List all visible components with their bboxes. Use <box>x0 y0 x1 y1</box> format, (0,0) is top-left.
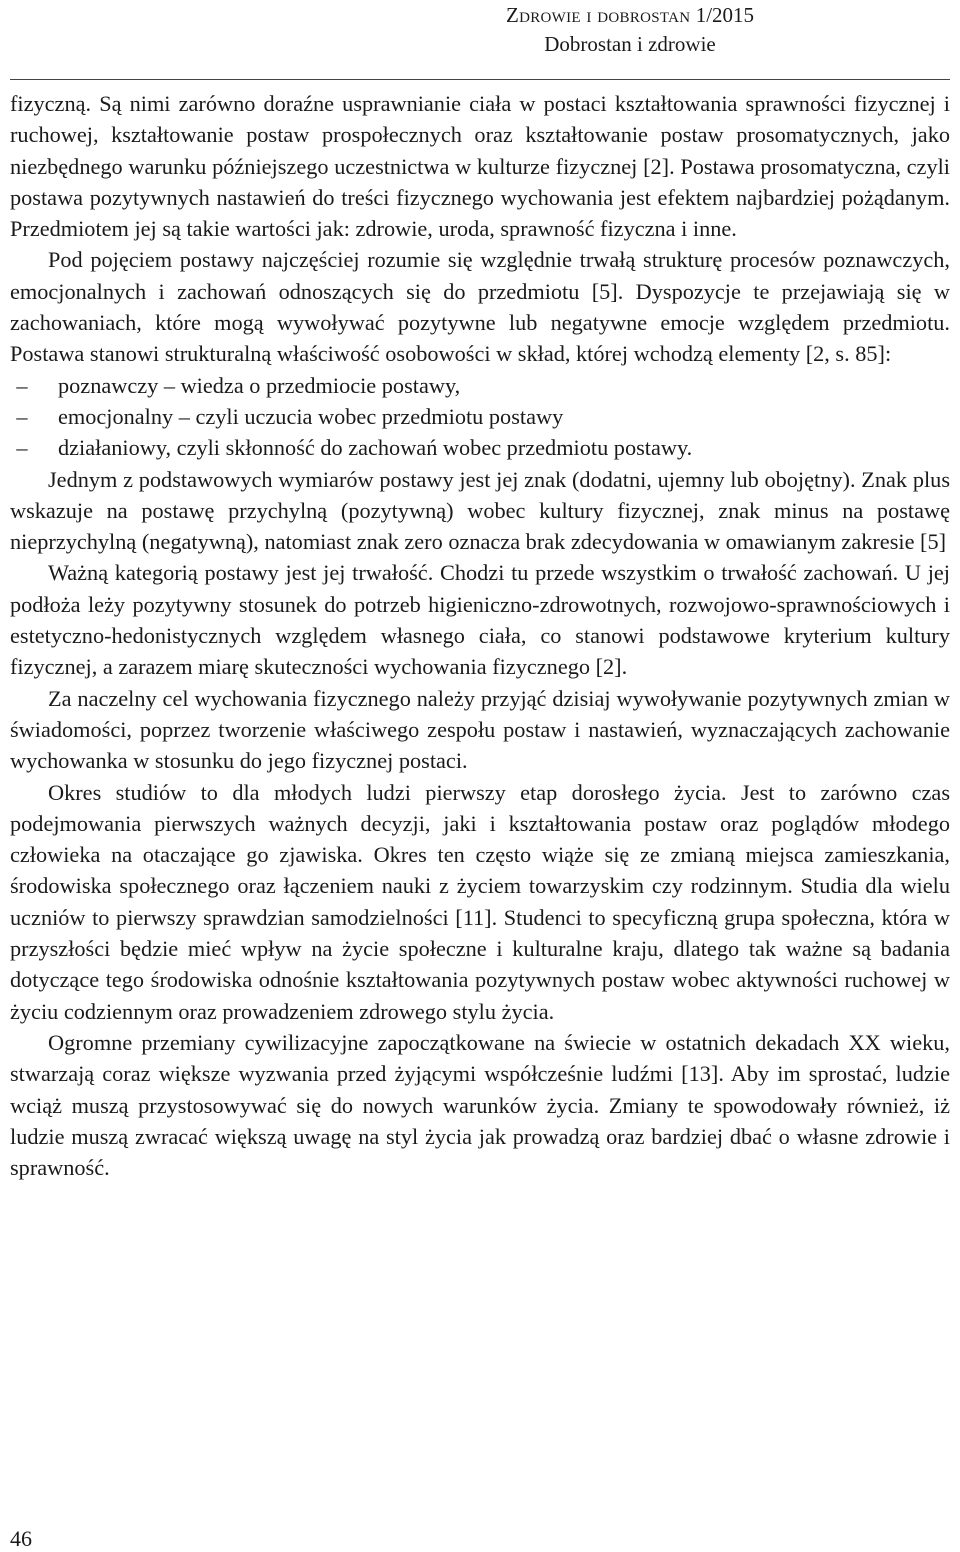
section-title: Dobrostan i zdrowie <box>544 32 716 56</box>
journal-title <box>370 2 890 28</box>
dash-bullet: – <box>16 372 28 398</box>
journal-name: Zdrowie i dobrostan <box>505 3 691 27</box>
dash-bullet: – <box>16 435 28 461</box>
list-item <box>10 432 950 463</box>
paragraph-4: Ważną kategorią postawy jest jej trwałość. Chodzi tu przede wszystkim o trwałość zachowań. U jej podłoża leży pozytywny stosunek do potrzeb higieniczno-zdrowotnych, rozwojowo-sprawnościowych i estetyczno-hedonistycznych względem własnego ciała, co stanowi podstawowe kryterium kultury fizycznej, a zarazem miarę skuteczności wychowania fizycznego [2]. <box>10 560 950 680</box>
attitude-components-list <box>10 370 950 464</box>
article-body <box>10 88 950 1183</box>
header-rule <box>10 79 950 80</box>
list-item-text: emocjonalny – czyli uczucia wobec przedmiotu postawy <box>58 403 564 429</box>
paragraph-3: Jednym z podstawowych wymiarów postawy jest jej znak (dodatni, ujemny lub obojętny). Znak plus wskazuje na postawę przychylną (pozytywną) wobec kultury fizycznej, znak minus na postawę nieprzychylną (negatywną), natomiast znak zero oznacza brak zdecydowania w omawianym zakresie [5] <box>10 466 950 555</box>
paragraph-2: Pod pojęciem postawy najczęściej rozumie się względnie trwałą strukturę procesów poznawczych, emocjonalnych i zachowań odnoszących się do przedmiotu [5]. Dyspozycje te przejawiają się w zachowaniach, które mogą wywoływać pozytywne lub negatywne emocje względem przedmiotu. Postawa stanowi strukturalną właściwość osobowości w skład, której wchodzą elementy [2, s. 85]: <box>10 247 950 367</box>
paragraph-6: Okres studiów to dla młodych ludzi pierwszy etap dorosłego życia. Jest to zarówno czas podejmowania pierwszych ważnych decyzji, jaki i kształtowania postaw oraz poglądów młodego człowieka na otaczające go zjawiska. Okres ten często wiąże się ze zmianą miejsca zamieszkania, środowiska społecznego oraz łączeniem nauki z życiem towarzyskim czy rodzinnym. Studia dla wielu uczniów to pierwszy sprawdzian samodzielności [11]. Studenci to specyficzną grupa społeczna, która w przyszłości będzie mieć wpływ na życie społeczne i kulturalne kraju, dlatego tak ważne są badania dotyczące tego środowiska odnośnie kształtowania pozytywnych postaw wobec aktywności ruchowej w życiu codziennym oraz prowadzeniem zdrowego stylu życia. <box>10 779 950 1024</box>
paragraph-5: Za naczelny cel wychowania fizycznego należy przyjąć dzisiaj wywoływanie pozytywnych zmian w świadomości, poprzez tworzenie właściwego zespołu postaw i nastawień, wyznaczających zachowanie wychowanka w stosunku do jego fizycznej postaci. <box>10 685 950 774</box>
list-item-text: działaniowy, czyli skłonność do zachowań wobec przedmiotu postawy. <box>58 435 693 461</box>
page-number: 46 <box>10 1526 32 1551</box>
list-item <box>10 401 950 432</box>
dash-bullet: – <box>16 403 28 429</box>
journal-issue: 1/2015 <box>695 3 755 27</box>
paragraph-7: Ogromne przemiany cywilizacyjne zapoczątkowane na świecie w ostatnich dekadach XX wieku, stwarzają coraz większe wyzwania przed żyjącymi współcześnie ludźmi [13]. Aby im sprostać, ludzie wciąż muszą przystosowywać się do nowych warunków życia. Zmiany te spowodowały również, iż ludzie muszą zwracać większą uwagę na styl życia jak prowadzą oraz bardziej dbać o własne zdrowie i sprawność. <box>10 1029 950 1181</box>
paragraph-1: fizyczną. Są nimi zarówno doraźne usprawnianie ciała w postaci kształtowania sprawności fizycznej i ruchowej, kształtowanie postaw prospołecznych oraz kształtowanie postaw prosomatycznych, jako niezbędnego warunku późniejszego uczestnictwa w kulturze fizycznej [2]. Postawa prosomatyczna, czyli postawa pozytywnych nastawień do treści fizycznego wychowania jest efektem najbardziej pożądanym. Przedmiotem jej są takie wartości jak: zdrowie, uroda, sprawność fizyczna i inne. <box>10 91 950 242</box>
list-item <box>10 370 950 401</box>
list-item-text: poznawczy – wiedza o przedmiocie postawy, <box>58 372 461 398</box>
